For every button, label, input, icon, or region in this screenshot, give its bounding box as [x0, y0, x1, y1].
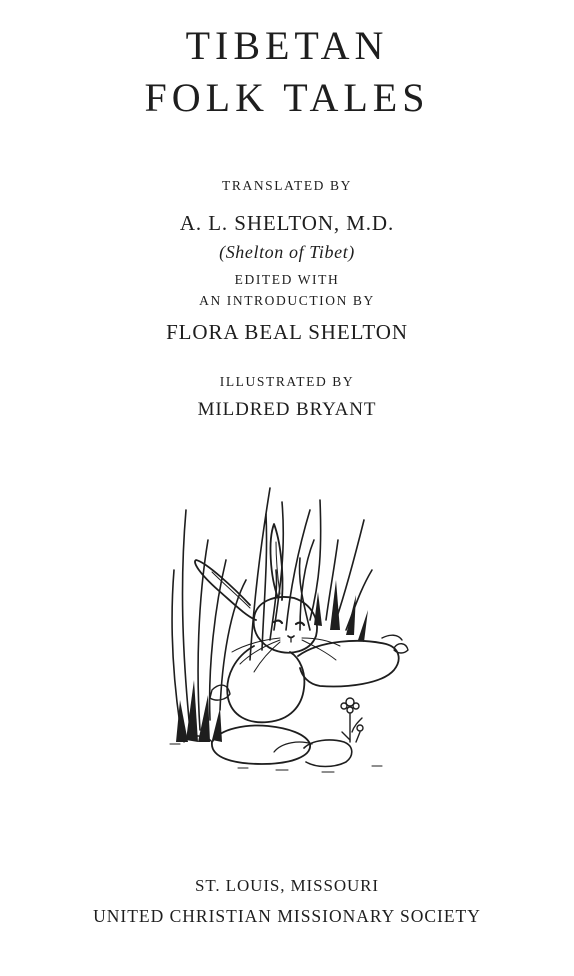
title-line-1: TIBETAN [185, 23, 389, 68]
imprint-place: ST. LOUIS, MISSOURI [195, 876, 379, 895]
translator-name: A. L. SHELTON, M.D. [179, 211, 395, 235]
title-line-2: FOLK TALES [144, 75, 430, 120]
editor-name: FLORA BEAL SHELTON [166, 320, 408, 344]
edited-with-label: EDITED WITH [234, 272, 340, 287]
translated-by-label: TRANSLATED BY [222, 178, 352, 193]
imprint-publisher: UNITED CHRISTIAN MISSIONARY SOCIETY [93, 906, 481, 926]
introduction-by-label: AN INTRODUCTION BY [199, 293, 375, 308]
illustrated-by-label: ILLUSTRATED BY [219, 374, 355, 389]
illustrator-name: MILDRED BRYANT [197, 399, 377, 420]
translator-note: (Shelton of Tibet) [219, 242, 355, 262]
rabbit-in-grass-icon [150, 480, 430, 780]
